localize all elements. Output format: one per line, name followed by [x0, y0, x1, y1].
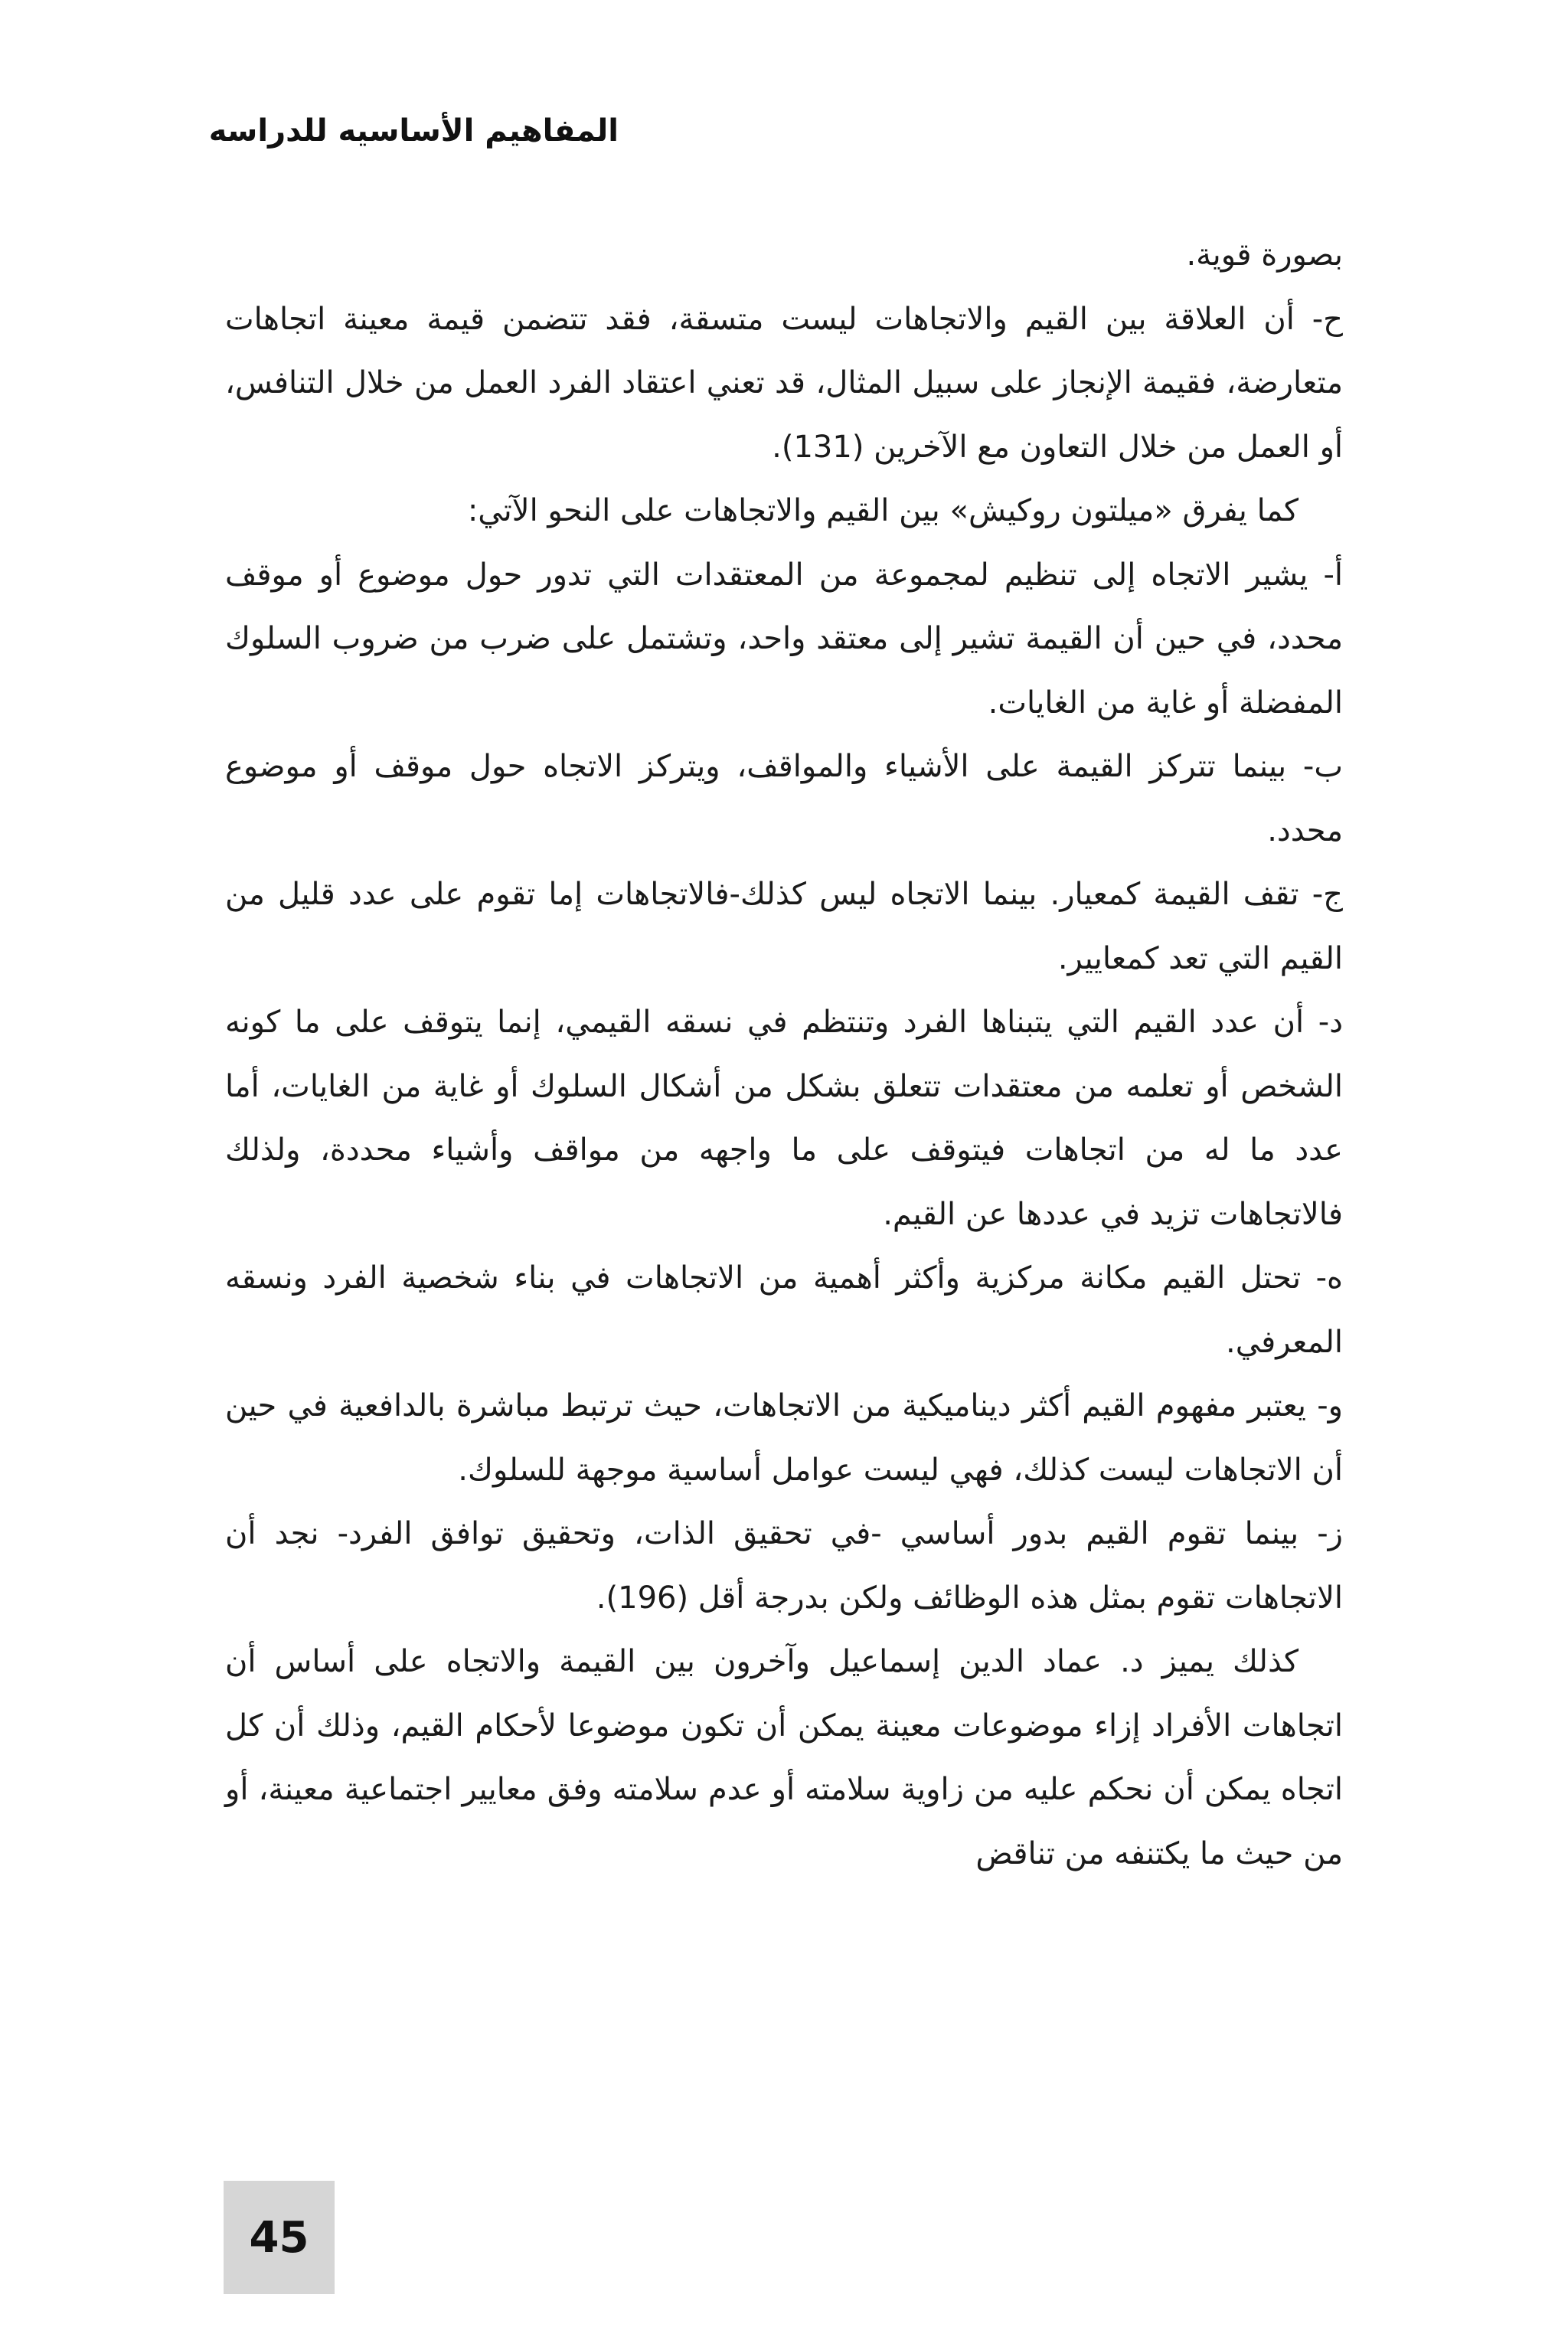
paragraph-continuation: بصورة قوية.: [1186, 237, 1343, 273]
paragraph-item-dal: د- أن عدد القيم التي يتبناها الفرد وتنتظم في نسقه القيمي، إنما يتوقف على ما كونه الشخص أو تعلمه من معتقدات تتعلق بشكل من أشكال السلوك أو غاية من الغايات، أما عدد ما له من اتجاهات فيتوقف على ما واجهه من مواقف وأشياء محددة، ولذلك فالاتجاهات تزيد في عددها عن القيم.: [225, 1005, 1343, 1232]
paragraph-item-he: ه- تحتل القيم مكانة مركزية وأكثر أهمية من الاتجاهات في بناء شخصية الفرد ونسقه المعرفي.: [225, 1260, 1343, 1360]
running-header: المفاهيم الأساسيه للدراسه: [208, 113, 619, 149]
body-text: [225, 224, 1343, 1886]
paragraph-imad-eldin: كذلك يميز د. عماد الدين إسماعيل وآخرون بين القيمة والاتجاه على أساس أن اتجاهات الأفراد إزاء موضوعات معينة يمكن أن تكون موضوعا لأحكام القيم، وذلك أن كل اتجاه يمكن أن نحكم عليه من زاوية سلامته أو عدم سلامته وفق معايير اجتماعية معينة، أو من حيث ما يكتنفه من تناقض: [225, 1644, 1343, 1871]
paragraph-item-waw: و- يعتبر مفهوم القيم أكثر ديناميكية من الاتجاهات، حيث ترتبط مباشرة بالدافعية في حين أن الاتجاهات ليست كذلك، فهي ليست عوامل أساسية موجهة للسلوك.: [225, 1388, 1343, 1488]
page-number: 45: [249, 2212, 309, 2263]
paragraph-rokeach-intro: كما يفرق «ميلتون روكيش» بين القيم والاتجاهات على النحو الآتي:: [467, 493, 1298, 528]
page-number-box: [224, 2181, 335, 2294]
paragraph-item-ha: ح- أن العلاقة بين القيم والاتجاهات ليست متسقة، فقد تتضمن قيمة معينة اتجاهات متعارضة، فقيمة الإنجاز على سبيل المثال، قد تعني اعتقاد الفرد العمل من خلال التنافس، أو العمل من خلال التعاون مع الآخرين (131).: [225, 301, 1343, 465]
paragraph-item-jim: ج- تقف القيمة كمعيار. بينما الاتجاه ليس كذلك-فالاتجاهات إما تقوم على عدد قليل من القيم التي تعد كمعايير.: [225, 877, 1343, 976]
paragraph-item-alif: أ- يشير الاتجاه إلى تنظيم لمجموعة من المعتقدات التي تدور حول موضوع أو موقف محدد، في حين أن القيمة تشير إلى معتقد واحد، وتشتمل على ضرب من ضروب السلوك المفضلة أو غاية من الغايات.: [225, 557, 1343, 721]
paragraph-item-ba: ب- بينما تتركز القيمة على الأشياء والمواقف، ويتركز الاتجاه حول موقف أو موضوع محدد.: [225, 749, 1343, 848]
paragraph-item-zay: ز- بينما تقوم القيم بدور أساسي -في تحقيق الذات، وتحقيق توافق الفرد- نجد أن الاتجاهات تقوم بمثل هذه الوظائف ولكن بدرجة أقل (196).: [225, 1516, 1343, 1616]
